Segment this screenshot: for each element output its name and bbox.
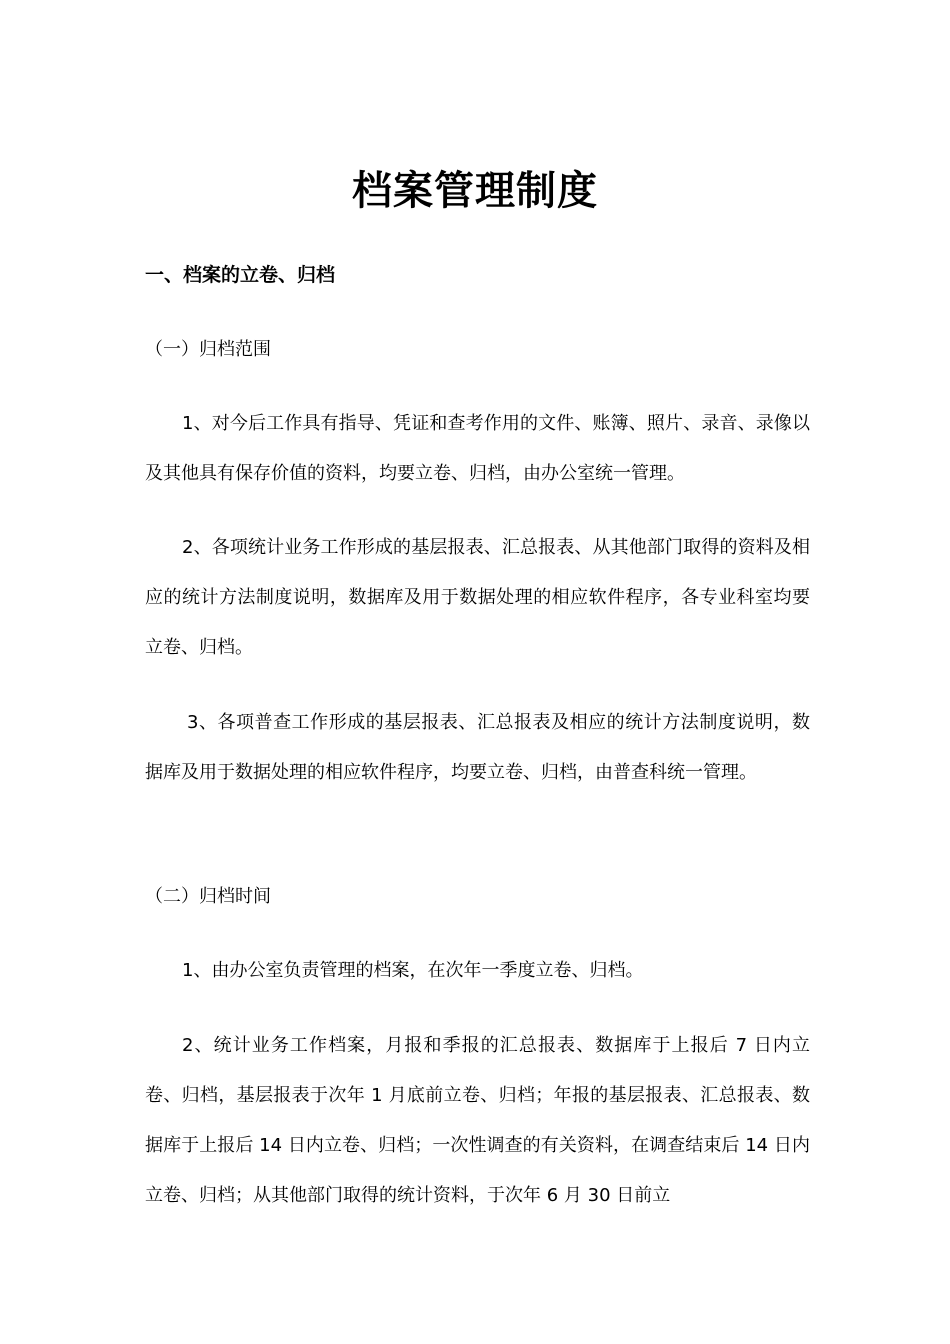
paragraph-scope-1: 1、对今后工作具有指导、凭证和查考作用的文件、账簿、照片、录音、录像以及其他具有保存价值的资料，均要立卷、归档，由办公室统一管理。 [145, 413, 810, 484]
paragraph-scope-3: 3、各项普查工作形成的基层报表、汇总报表及相应的统计方法制度说明，数据库及用于数据处理的相应软件程序，均要立卷、归档，由普查科统一管理。 [145, 712, 810, 783]
document-title: 档案管理制度 [352, 168, 598, 214]
paragraph-scope-2: 2、各项统计业务工作形成的基层报表、汇总报表、从其他部门取得的资料及相应的统计方法制度说明，数据库及用于数据处理的相应软件程序，各专业科室均要立卷、归档。 [145, 537, 810, 658]
section-heading: 一、档案的立卷、归档 [145, 264, 336, 286]
subsection-heading-scope: （一）归档范围 [145, 339, 271, 360]
paragraph-time-1: 1、由办公室负责管理的档案，在次年一季度立卷、归档。 [182, 960, 644, 981]
paragraph-time-2: 2、统计业务工作档案，月报和季报的汇总报表、数据库于上报后 7 日内立卷、归档，基层报表于次年 1 月底前立卷、归档；年报的基层报表、汇总报表、数据库于上报后 14 日内立卷、归档；一次性调查的有关资料，在调查结束后 14 日内立卷、归档；从其他部门取得的统计资料，于次年 6 月 30 日前立 [145, 1035, 810, 1206]
subsection-heading-time: （二）归档时间 [145, 886, 271, 907]
